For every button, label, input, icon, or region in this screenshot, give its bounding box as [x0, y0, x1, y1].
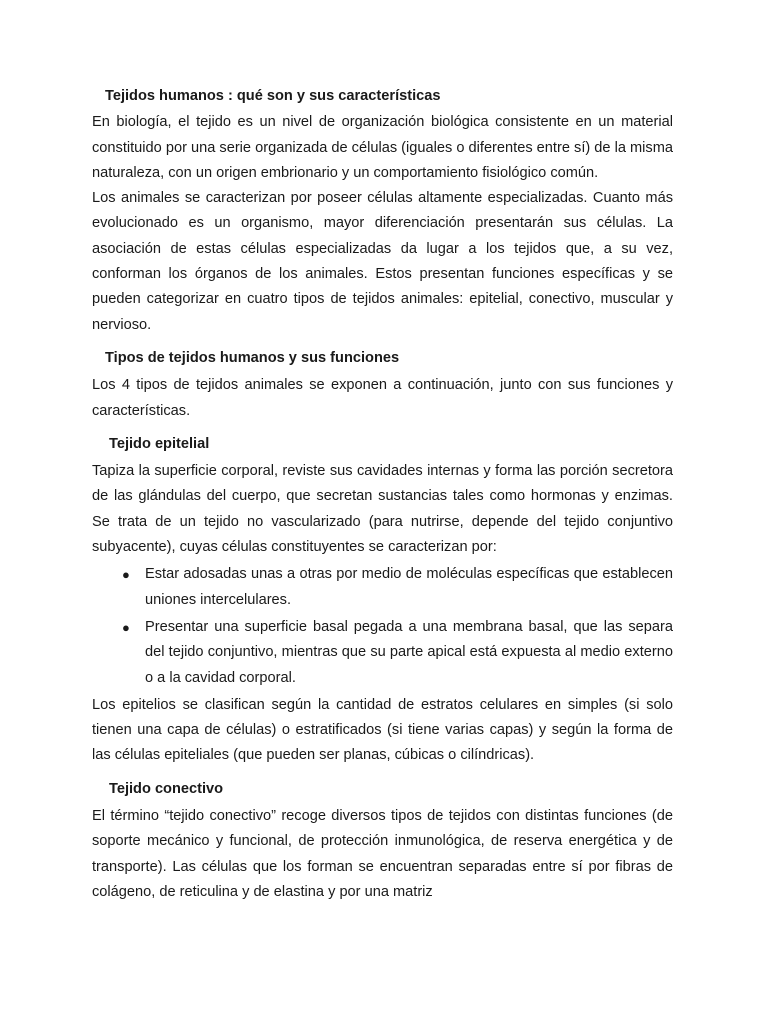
intro-paragraph-1: En biología, el tejido es un nivel de organización biológica consistente en un material constituido por una serie organizada de células (iguales o diferentes entre sí) de la misma naturaleza, con un origen embrionario y un comportamiento fisiológico común.: [92, 114, 673, 181]
list-item-text: Estar adosadas unas a otras por medio de moléculas específicas que establecen uniones intercelulares.: [145, 566, 673, 608]
list-item-text: Presentar una superficie basal pegada a una membrana basal, que las separa del tejido conjuntivo, mientras que su parte apical está expuesta al medio externo o a la cavidad corporal.: [145, 618, 673, 686]
document-title: Tejidos humanos : qué son y sus características: [105, 88, 441, 104]
bullet-icon: ●: [122, 619, 130, 635]
list-item: [92, 615, 673, 691]
intro-paragraph-2: Los animales se caracterizan por poseer células altamente especializadas. Cuanto más evolucionado es un organismo, mayor diferenciación presentarán sus células. La asociación de estas células especializadas da lugar a los tejidos que, a su vez, conforman los órganos de los animales. Estos presentan funciones específicas y se pueden categorizar en cuatro tipos de tejidos animales: epitelial, conectivo, muscular y nervioso.: [92, 190, 673, 333]
conectivo-paragraph-1: El término “tejido conectivo” recoge diversos tipos de tejidos con distintas funciones (de soporte mecánico y funcional, de protección inmunológica, de reserva energética y de transporte). Las células que los forman se encuentran separadas entre sí por fibras de colágeno, de reticulina y de elastina y por una matriz: [92, 808, 673, 900]
section-tipos-paragraph: Los 4 tipos de tejidos animales se exponen a continuación, junto con sus funciones y características.: [92, 377, 673, 419]
list-item: [92, 562, 673, 613]
bullet-icon: ●: [122, 567, 130, 583]
epitelial-bullet-list: [92, 562, 673, 690]
section-heading-epitelial: Tejido epitelial: [109, 435, 210, 452]
epitelial-paragraph-2: Los epitelios se clasifican según la cantidad de estratos celulares en simples (si solo tienen una capa de células) o estratificados (si tiene varias capas) y según la forma de las células epiteliales (que pueden ser planas, cúbicas o cilíndricas).: [92, 696, 673, 764]
section-heading-tipos: Tipos de tejidos humanos y sus funciones: [105, 349, 400, 366]
epitelial-paragraph-1: Tapiza la superficie corporal, reviste sus cavidades internas y forma las porción secretora de las glándulas del cuerpo, que secretan sustancias tales como hormonas y enzimas. Se trata de un tejido no vascularizado (para nutrirse, depende del tejido conjuntivo subyacente), cuyas células constituyentes se caracterizan por:: [92, 463, 673, 556]
document-body: [92, 84, 673, 905]
section-heading-conectivo: Tejido conectivo: [109, 780, 224, 797]
